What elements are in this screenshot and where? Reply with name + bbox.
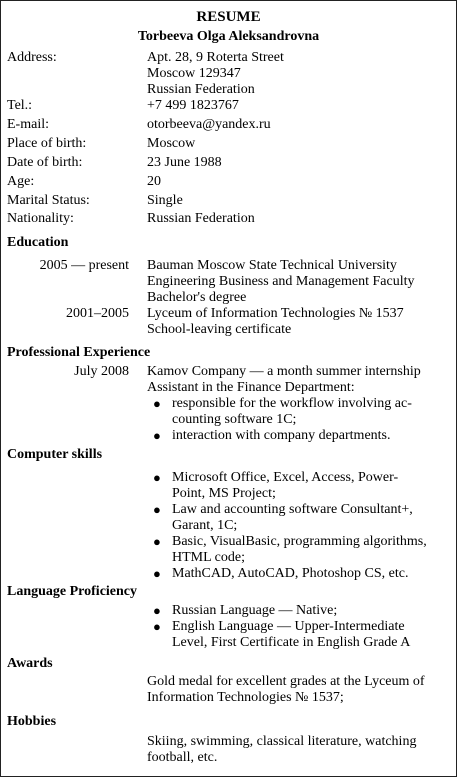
address-line: Apt. 28, 9 Roterta Street	[147, 50, 284, 65]
place-of-birth-value: Moscow	[147, 136, 196, 151]
bullet-text: interaction with company departments.	[172, 428, 391, 443]
hobbies-line: football, etc.	[147, 750, 218, 765]
hobbies-text	[147, 734, 452, 766]
education-line: Engineering Business and Management Faculty	[147, 274, 415, 289]
address-line: Russian Federation	[147, 82, 255, 97]
computer-skills-heading: Computer skills	[7, 447, 103, 462]
education-line: Lyceum of Information Technologies № 1537	[147, 306, 404, 321]
address-line: Moscow 129347	[147, 66, 241, 81]
bullet-text: Point, MS Project;	[172, 486, 276, 501]
experience-heading: Professional Experience	[7, 345, 151, 360]
list-item	[147, 502, 452, 534]
awards-line: Gold medal for excellent grades at the Lyceum of	[147, 674, 425, 689]
list-item	[147, 534, 452, 566]
date-of-birth-label: Date of birth:	[7, 155, 83, 170]
bullet-icon: ●	[153, 396, 161, 411]
awards-text	[147, 674, 452, 706]
education-dates: 2001–2005	[66, 306, 129, 321]
bullet-text: Microsoft Office, Excel, Access, Power-	[172, 470, 399, 485]
experience-bullets	[147, 396, 452, 444]
bullet-text: counting software 1C;	[172, 412, 297, 427]
list-item	[147, 566, 452, 582]
bullet-text: Law and accounting software Consultant+,	[172, 502, 413, 517]
education-heading: Education	[7, 235, 69, 250]
address-label: Address:	[7, 50, 57, 65]
bullet-text: Russian Language — Native;	[172, 603, 338, 618]
education-dates: 2005 — present	[39, 258, 129, 273]
language-bullets	[147, 603, 452, 651]
nationality-value: Russian Federation	[147, 211, 255, 226]
bullet-text: HTML code;	[172, 550, 245, 565]
resume-title: RESUME	[196, 9, 261, 25]
list-item	[147, 470, 452, 502]
age-value: 20	[147, 174, 161, 189]
email-label: E-mail:	[7, 117, 49, 132]
tel-value: +7 499 1823767	[147, 98, 239, 113]
bullet-icon: ●	[153, 619, 161, 634]
marital-status-value: Single	[147, 193, 183, 208]
bullet-icon: ●	[153, 534, 161, 549]
bullet-text: Level, First Certificate in English Grade A	[172, 635, 411, 650]
education-line: Bauman Moscow State Technical University	[147, 258, 397, 273]
bullet-text: MathCAD, AutoCAD, Photoshop CS, etc.	[172, 566, 409, 581]
marital-status-label: Marital Status:	[7, 193, 90, 208]
list-item	[147, 428, 452, 444]
bullet-icon: ●	[153, 502, 161, 517]
experience-date: July 2008	[74, 364, 129, 379]
education-entry	[147, 258, 452, 306]
bullet-icon: ●	[153, 603, 161, 618]
bullet-icon: ●	[153, 428, 161, 443]
applicant-name: Torbeeva Olga Aleksandrovna	[137, 29, 320, 44]
awards-line: Information Technologies № 1537;	[147, 690, 344, 705]
bullet-icon: ●	[153, 566, 161, 581]
email-value: otorbeeva@yandex.ru	[147, 117, 271, 132]
list-item	[147, 619, 452, 651]
education-line: Bachelor's degree	[147, 290, 247, 305]
bullet-text: Garant, 1C;	[172, 518, 238, 533]
bullet-text: responsible for the workflow involving ac-	[172, 396, 412, 411]
address-value	[147, 50, 452, 98]
bullet-icon: ●	[153, 470, 161, 485]
nationality-label: Nationality:	[7, 211, 74, 226]
age-label: Age:	[7, 174, 35, 189]
bullet-text: English Language — Upper-Intermediate	[172, 619, 405, 634]
experience-entry	[147, 364, 452, 396]
place-of-birth-label: Place of birth:	[7, 136, 87, 151]
experience-line: Kamov Company — a month summer internship	[147, 364, 421, 379]
education-line: School-leaving certificate	[147, 322, 292, 337]
list-item	[147, 603, 452, 619]
computer-skills-bullets	[147, 470, 452, 582]
bullet-text: Basic, VisualBasic, programming algorithms,	[172, 534, 427, 549]
hobbies-heading: Hobbies	[7, 714, 57, 729]
experience-line: Assistant in the Finance Department:	[147, 380, 355, 395]
education-entry	[147, 306, 452, 338]
hobbies-line: Skiing, swimming, classical literature, watching	[147, 734, 417, 749]
date-of-birth-value: 23 June 1988	[147, 155, 222, 170]
list-item	[147, 396, 452, 428]
tel-label: Tel.:	[7, 98, 33, 113]
language-heading: Language Proficiency	[7, 584, 138, 599]
awards-heading: Awards	[7, 656, 53, 671]
